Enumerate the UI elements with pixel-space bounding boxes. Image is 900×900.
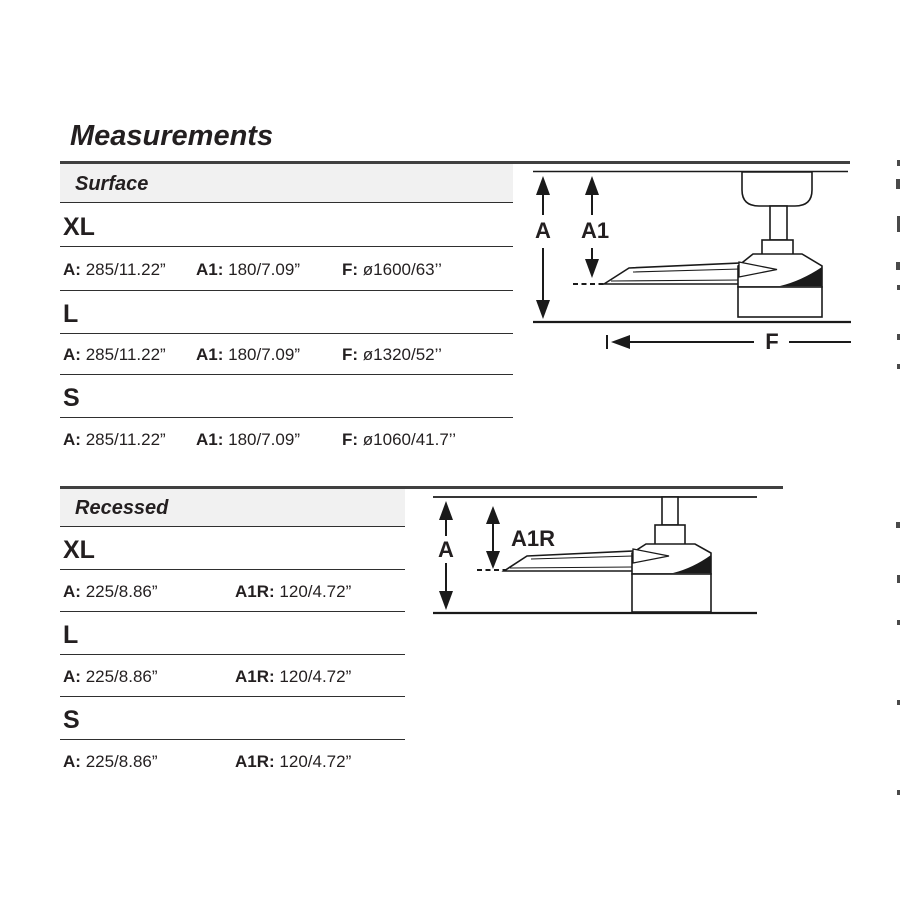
size-label: XL	[63, 536, 95, 564]
size-label: L	[63, 621, 79, 649]
dim-a1r-label: A1R	[511, 526, 556, 551]
dim-a1-value: A1: 180/7.09”	[196, 259, 300, 279]
dim-a-value: A: 285/11.22”	[63, 430, 166, 449]
recessed-header-band	[60, 489, 405, 527]
recessed-size-row-l	[60, 612, 405, 655]
dim-a1-label: A1	[580, 218, 610, 243]
surface-data-row-xl	[60, 247, 513, 291]
size-label: XL	[63, 213, 95, 241]
arrowhead	[585, 259, 599, 278]
dim-a1r-value: A1R: 120/4.72”	[235, 666, 352, 686]
dim-f-label: F	[765, 329, 779, 354]
dim-a1-value: A1: 180/7.09”	[196, 345, 300, 364]
recessed-header-label: Recessed	[75, 497, 169, 519]
surface-header-band	[60, 164, 513, 203]
arrowhead	[439, 591, 453, 610]
surface-data-row-l	[60, 334, 513, 375]
dim-f-value: F: ø1060/41.7’’	[342, 430, 457, 449]
coupler	[655, 525, 685, 545]
dim-a-value: A: 285/11.22”	[63, 259, 166, 279]
dim-f-line	[607, 335, 851, 349]
arrowhead	[536, 176, 550, 195]
downrod	[770, 206, 787, 240]
dim-f-value: F: ø1320/52’’	[342, 345, 442, 364]
downrod	[662, 497, 678, 525]
surface-mount-diagram	[520, 154, 860, 360]
recessed-mount-diagram	[425, 490, 770, 622]
size-label: L	[63, 300, 79, 328]
dim-a-label: A	[535, 218, 551, 243]
fan-drawing-recessed	[504, 497, 711, 612]
motor-body	[738, 287, 822, 317]
arrowhead	[536, 300, 550, 319]
dim-a1r-value: A1R: 120/4.72”	[235, 581, 352, 601]
page-title: Measurements	[70, 120, 274, 152]
surface-size-row-xl	[60, 204, 513, 247]
surface-size-row-s	[60, 375, 513, 418]
size-label: S	[63, 706, 80, 734]
size-label: S	[63, 384, 80, 412]
surface-header-label: Surface	[75, 173, 149, 195]
surface-data-row-s	[60, 418, 513, 460]
dim-f-value: F: ø1600/63’’	[342, 259, 442, 279]
fan-drawing-surface	[604, 172, 822, 317]
arrowhead	[585, 176, 599, 195]
recessed-data-row-l	[60, 655, 405, 697]
dim-a-value: A: 285/11.22”	[63, 345, 166, 364]
motor-body	[632, 574, 711, 612]
canopy	[742, 172, 812, 206]
dim-a-label: A	[438, 537, 454, 562]
recessed-data-row-xl	[60, 570, 405, 612]
dim-a1-value: A1: 180/7.09”	[196, 430, 300, 449]
recessed-size-row-s	[60, 697, 405, 740]
arrowhead	[486, 551, 500, 569]
arrowhead	[486, 506, 500, 524]
dim-a-value: A: 225/8.86”	[63, 752, 158, 771]
recessed-size-row-xl	[60, 527, 405, 570]
arrowhead	[439, 501, 453, 520]
recessed-data-row-s	[60, 740, 405, 782]
arrowhead	[611, 335, 630, 349]
dim-a-value: A: 225/8.86”	[63, 581, 158, 601]
dim-a-value: A: 225/8.86”	[63, 666, 158, 686]
dim-a1r-value: A1R: 120/4.72”	[235, 752, 352, 771]
surface-size-row-l	[60, 291, 513, 334]
